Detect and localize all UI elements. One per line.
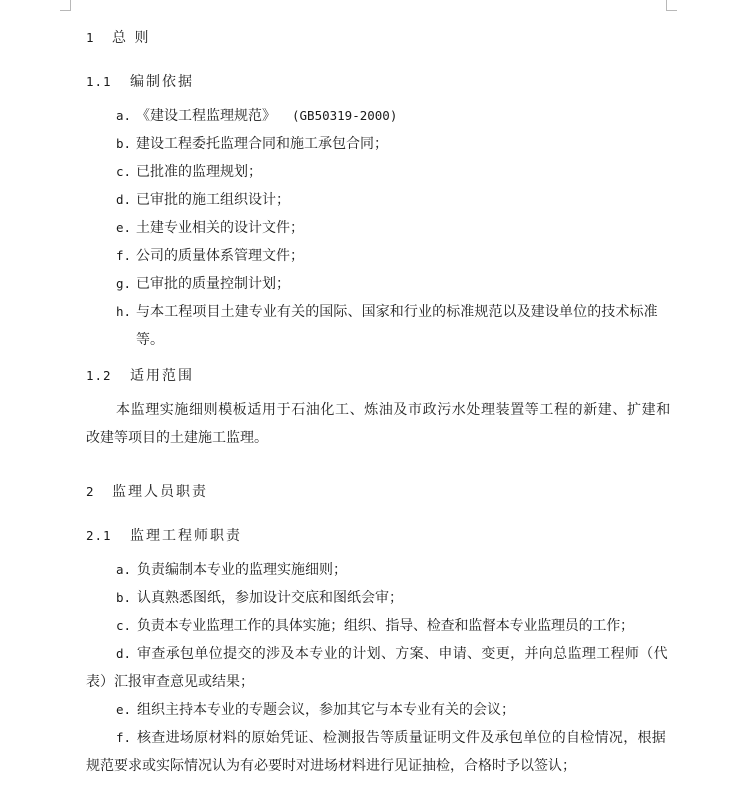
list-item: b. 建设工程委托监理合同和施工承包合同； [116, 136, 388, 152]
paragraph-line: 本监理实施细则模板适用于石油化工、炼油及市政污水处理装置等工程的新建、扩建和 [116, 402, 671, 418]
list-item: c. 已批准的监理规划； [116, 164, 262, 180]
section-heading-2-1 [86, 526, 242, 546]
list-item: e. 土建专业相关的设计文件； [116, 220, 304, 236]
list-item-continuation: 规范要求或实际情况认为有必要时对进场材料进行见证抽检，合格时予以签认； [86, 758, 576, 774]
list-item: a. 负责编制本专业的监理实施细则； [116, 562, 347, 578]
list-item: c. 负责本专业监理工作的具体实施；组织、指导、检查和监督本专业监理员的工作； [116, 618, 634, 634]
list-item: d. 审查承包单位提交的涉及本专业的计划、方案、申请、变更，并向总监理工程师（代 [116, 646, 668, 662]
section-number: 1.2 [86, 368, 112, 383]
list-item: a. 《建设工程监理规范》 (GB50319-2000) [116, 108, 398, 124]
section-number: 2 [86, 484, 95, 499]
section-heading-1 [86, 28, 150, 48]
list-item: d. 已审批的施工组织设计； [116, 192, 290, 208]
page-corner-mark-right [666, 0, 677, 11]
list-item: h. 与本工程项目土建专业有关的国际、国家和行业的标准规范以及建设单位的技术标准 [116, 304, 658, 320]
section-number: 1.1 [86, 74, 112, 89]
section-title: 监理人员职责 [112, 484, 208, 500]
section-number: 1 [86, 30, 95, 45]
list-item-continuation: 等。 [136, 332, 164, 348]
section-heading-1-1 [86, 72, 194, 92]
section-title: 适用范围 [130, 368, 194, 384]
section-heading-1-2 [86, 366, 194, 386]
section-title: 编制依据 [130, 74, 194, 90]
list-item: g. 已审批的质量控制计划； [116, 276, 290, 292]
page-corner-mark-left [60, 0, 71, 11]
list-item: f. 核查进场原材料的原始凭证、检测报告等质量证明文件及承包单位的自检情况，根据 [116, 730, 667, 746]
section-number: 2.1 [86, 528, 112, 543]
list-item: f. 公司的质量体系管理文件； [116, 248, 304, 264]
section-title: 监理工程师职责 [130, 528, 242, 544]
paragraph-line: 改建等项目的土建施工监理。 [86, 430, 268, 446]
section-title: 总 则 [112, 30, 151, 46]
list-item: b. 认真熟悉图纸，参加设计交底和图纸会审； [116, 590, 403, 606]
section-heading-2 [86, 482, 208, 502]
list-item: e. 组织主持本专业的专题会议，参加其它与本专业有关的会议； [116, 702, 515, 718]
list-item-continuation: 表）汇报审查意见或结果； [86, 674, 254, 690]
